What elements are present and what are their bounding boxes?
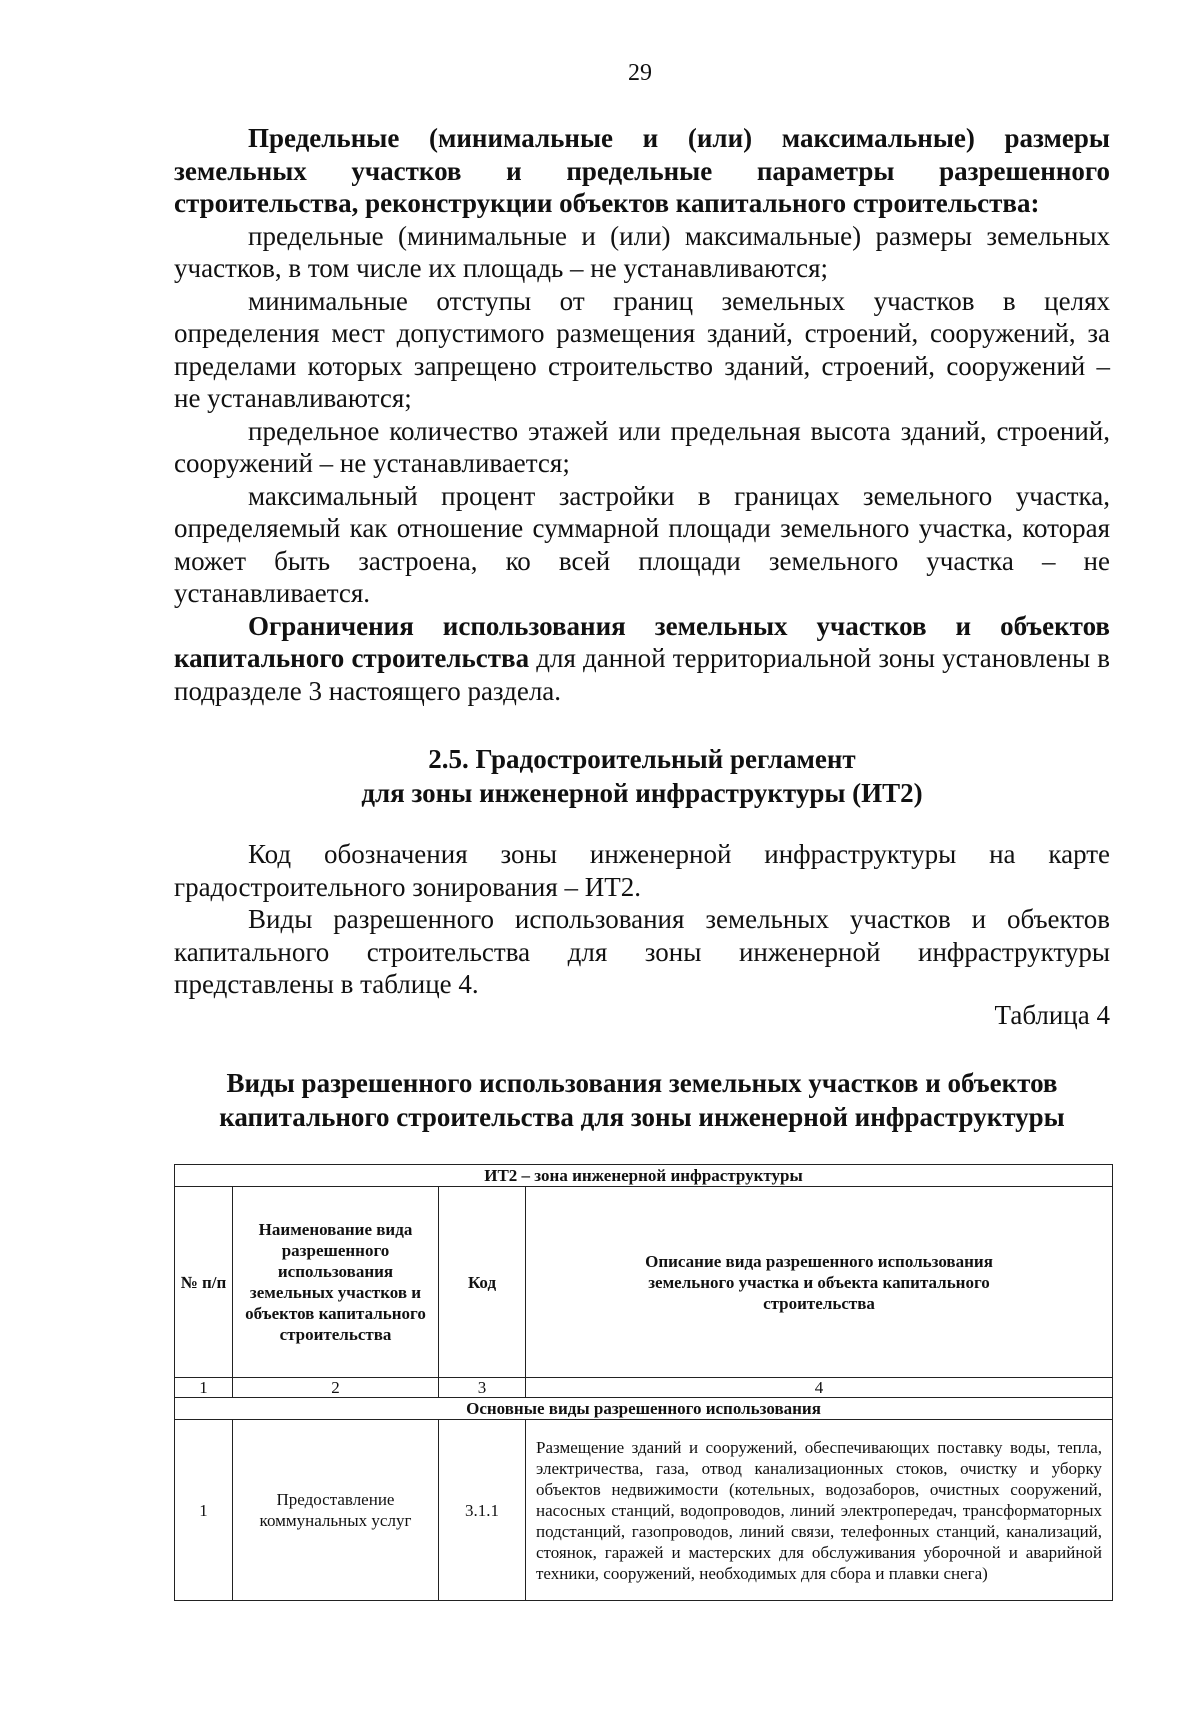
section-body bbox=[174, 838, 1110, 1001]
page-number: 29 bbox=[628, 60, 652, 86]
row-description-cell: Размещение зданий и сооружений, обеспечивающих поставку воды, тепла, электричества, газа, отвод канализационных стоков, очистку и уборку объектов недвижимости (котельных, водозаборов, очистных сооружений, насосных станций, водопроводов, линий электропередач, трансформаторных подстанций, газопроводов, линий связи, телефонных станций, канализаций, стоянок, гаражей и мастерских для обслуживания уборочной и аварийной техники, сооружений, необходимых для сбора и плавки снега) bbox=[526, 1420, 1113, 1601]
group-header-row bbox=[175, 1398, 1113, 1420]
row-code-cell: 3.1.1 bbox=[439, 1420, 526, 1601]
column-header-code: Код bbox=[439, 1187, 526, 1378]
section-title-line-2: для зоны инженерной инфраструктуры (ИТ2) bbox=[361, 778, 923, 808]
column-number-cell: 2 bbox=[233, 1378, 439, 1398]
column-header-description bbox=[526, 1187, 1113, 1378]
column-header-row bbox=[175, 1187, 1113, 1378]
column-number-row bbox=[175, 1378, 1113, 1398]
limits-heading: Предельные (минимальные и (или) максимальные) размеры земельных участков и предельные параметры разрешенного строительства, реконструкции объектов капитального строительства: bbox=[174, 123, 1110, 218]
table-title-line-1: Виды разрешенного использования земельных участков и объектов bbox=[226, 1068, 1058, 1098]
land-use-table bbox=[174, 1164, 1113, 1601]
table-row bbox=[175, 1420, 1113, 1601]
limits-paragraph-3: предельное количество этажей или предельная высота зданий, строений, сооружений – не устанавливается; bbox=[174, 415, 1110, 478]
table-title-line-2: капитального строительства для зоны инженерной инфраструктуры bbox=[219, 1102, 1065, 1132]
limits-paragraph-4: максимальный процент застройки в границах земельного участка, определяемый как отношение суммарной площади земельного участка, которая может быть застроена, ко всей площади земельного участка – не устанавливается. bbox=[174, 480, 1110, 608]
column-number-cell: 1 bbox=[175, 1378, 233, 1398]
section-paragraph-1: Код обозначения зоны инженерной инфраструктуры на карте градостроительного зонирования – ИТ2. bbox=[174, 839, 1110, 902]
zone-header-cell: ИТ2 – зона инженерной инфраструктуры bbox=[175, 1165, 1113, 1187]
column-header-name: Наименование вида разрешенного использования земельных участков и объектов капитального строительства bbox=[233, 1187, 439, 1378]
column-number-cell: 4 bbox=[526, 1378, 1113, 1398]
restrictions-rest: для данной территориальной зоны установлены в подразделе 3 настоящего раздела. bbox=[174, 643, 1110, 706]
column-header-number: № п/п bbox=[175, 1187, 233, 1378]
group-header-cell: Основные виды разрешенного использования bbox=[175, 1398, 1113, 1420]
section-title-line-1: 2.5. Градостроительный регламент bbox=[428, 744, 856, 774]
limits-paragraph-2: минимальные отступы от границ земельных участков в целях определения мест допустимого размещения зданий, строений, сооружений, за пределами которых запрещено строительство зданий, строений, сооружений – не устанавливаются; bbox=[174, 285, 1110, 413]
zone-header-row bbox=[175, 1165, 1113, 1187]
limits-section bbox=[174, 122, 1110, 707]
column-header-description-text: Описание вида разрешенного использования земельного участка и объекта капитального строительства bbox=[645, 1251, 993, 1313]
table-caption: Таблица 4 bbox=[994, 1000, 1110, 1030]
restrictions-bold: Ограничения использования земельных участков и объектов капитального строительства bbox=[174, 610, 1110, 673]
section-paragraph-2: Виды разрешенного использования земельных участков и объектов капитального строительства для зоны инженерной инфраструктуры представлены в таблице 4. bbox=[174, 904, 1110, 999]
table-title bbox=[170, 1066, 1114, 1134]
row-name-cell: Предоставление коммунальных услуг bbox=[233, 1420, 439, 1601]
row-number-cell: 1 bbox=[175, 1420, 233, 1601]
limits-paragraph-1: предельные (минимальные и (или) максимальные) размеры земельных участков, в том числе их площадь – не устанавливаются; bbox=[174, 220, 1110, 283]
section-heading bbox=[174, 742, 1110, 810]
restrictions-paragraph bbox=[174, 610, 1110, 708]
column-number-cell: 3 bbox=[439, 1378, 526, 1398]
